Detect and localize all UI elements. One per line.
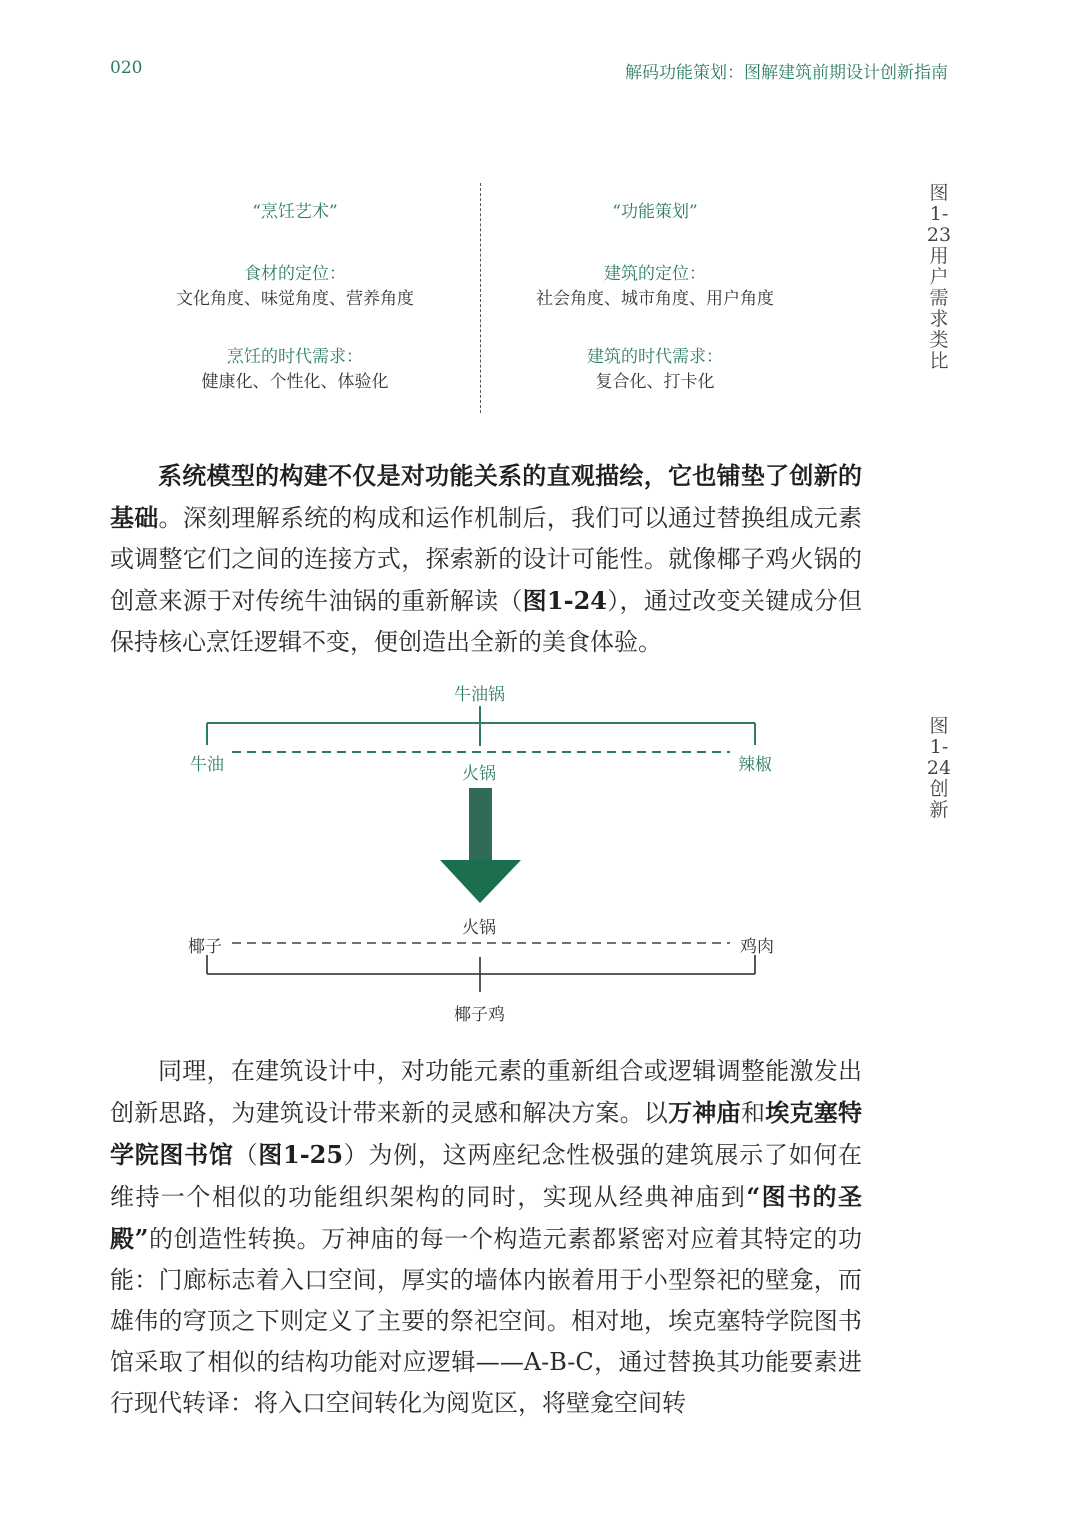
figure-1-24 <box>0 670 1080 1030</box>
label-butter: 牛油 <box>190 755 224 775</box>
innovation-diagram <box>0 670 1080 1030</box>
comparison-left-column <box>150 200 440 395</box>
label-butter-hotpot: 牛油锅 <box>454 685 505 705</box>
p2-t4: ）为例，这两座纪念性极强的建筑展示了如何在维持一个相似的功能组织架构的同时，实现从经典神庙到 <box>110 1141 863 1211</box>
label-chili: 辣椒 <box>738 755 772 775</box>
left-item2-title: 烹饪的时代需求： <box>227 347 363 367</box>
p2-t3: （ <box>233 1141 259 1169</box>
paragraph-1-text-a: 。深刻理解系统的构成和运作机制后，我们可以通过替换组成元素或调整它们之间的连接方式，探索新的设计可能性。就像椰子鸡火锅的创意来源于对传统牛油锅的重新解读（ <box>110 504 863 615</box>
left-item2-desc: 健康化、个性化、体验化 <box>201 372 389 392</box>
right-heading: “功能策划” <box>612 202 698 222</box>
left-item1-title: 食材的定位： <box>244 264 346 284</box>
figure-1-23-caption: 图1-23 用户需求类比 <box>926 182 952 372</box>
right-item1-desc: 社会角度、城市角度、用户角度 <box>536 289 774 309</box>
column-divider <box>480 183 481 413</box>
page-number: 020 <box>110 58 143 78</box>
label-chicken: 鸡肉 <box>740 937 774 957</box>
figure-ref-1-24: 图1-24 <box>522 586 607 615</box>
figure-1-24-caption: 图1-24 创新 <box>926 715 952 821</box>
p2-temple-of-books: “图书的圣殿” <box>110 1182 862 1253</box>
figure-ref-1-25: 图1-25 <box>258 1140 344 1169</box>
comparison-right-column <box>510 200 800 395</box>
right-item1-title: 建筑的定位： <box>604 264 706 284</box>
top-bracket <box>207 706 755 746</box>
label-coconut-chicken: 椰子鸡 <box>454 1005 505 1025</box>
p2-t2: 和 <box>740 1099 766 1127</box>
p2-t1: 同理，在建筑设计中，对功能元素的重新组合或逻辑调整能激发出创新思路，为建筑设计带来新的灵感和解决方案。以 <box>110 1057 862 1127</box>
p2-exeter-library: 埃克塞特学院图书馆 <box>110 1098 863 1169</box>
right-item2-desc: 复合化、打卡化 <box>595 372 715 392</box>
paragraph-2 <box>110 1051 862 1424</box>
running-title: 解码功能策划：图解建筑前期设计创新指南 <box>625 63 948 83</box>
paragraph-1 <box>110 455 862 663</box>
down-arrow <box>440 788 521 903</box>
label-hotpot-top: 火锅 <box>462 764 496 784</box>
p2-pantheon: 万神庙 <box>668 1098 741 1127</box>
left-item1-desc: 文化角度、味觉角度、营养角度 <box>176 289 414 309</box>
left-heading: “烹饪艺术” <box>252 202 338 222</box>
p2-t5: 的创造性转换。万神庙的每一个构造元素都紧密对应着其特定的功能：门廊标志着入口空间，厚实的墙体内嵌着用于小型祭祀的壁龛，而雄伟的穹顶之下则定义了主要的祭祀空间。相对地，埃克塞特学院图书馆采取了相似的结构功能对应逻辑——A-B-C，通过替换其功能要素进行现代转译：将入口空间转化为阅览区，将壁龛空间转 <box>110 1225 863 1417</box>
paragraph-1-text-b: ），通过改变关键成分但保持核心烹饪逻辑不变，便创造出全新的美食体验。 <box>110 587 863 656</box>
right-item2-title: 建筑的时代需求： <box>587 347 723 367</box>
bottom-bracket <box>207 955 755 992</box>
label-hotpot-bottom: 火锅 <box>462 918 496 938</box>
paragraph-1-bold: 系统模型的构建不仅是对功能关系的直观描绘，它也铺垫了创新的基础 <box>110 461 862 532</box>
label-coconut: 椰子 <box>188 937 222 957</box>
